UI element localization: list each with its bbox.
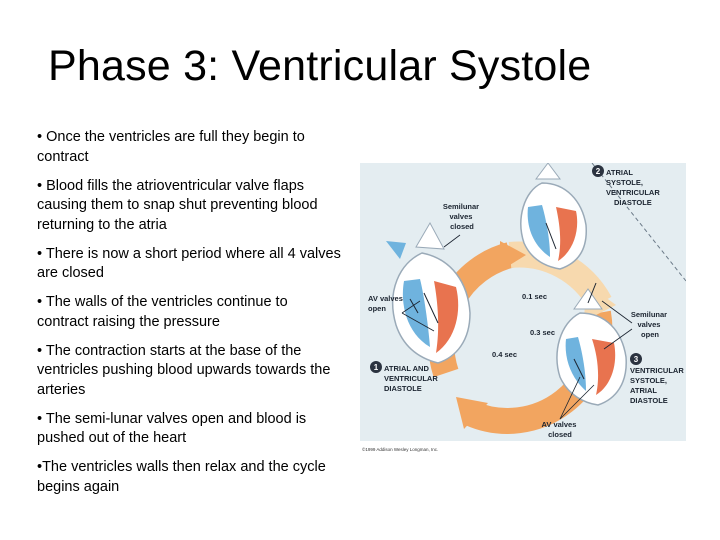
phase1-label: ATRIAL AND VENTRICULAR DIASTOLE	[384, 364, 438, 393]
phase1-number: 1	[373, 363, 379, 372]
bullet-item: • The walls of the ventricles continue to contract raising the pressure	[37, 294, 288, 330]
phase2-label: ATRIAL SYSTOLE, VENTRICULAR DIASTOLE	[606, 168, 660, 207]
semilunar-closed-label: Semilunar valves closed	[442, 202, 480, 231]
time-label-04: 0.4 sec	[492, 350, 518, 359]
bullet-item: • There is now a short period where all 4 valves are closed	[37, 245, 341, 281]
copyright-text: ©1999 Addison Wesley Longman, Inc.	[362, 447, 439, 452]
bullet-item: • Once the ventricles are full they begin to contract	[37, 129, 305, 165]
bullet-item: • The semi-lunar valves open and blood is pushed out of the heart	[37, 410, 307, 446]
phase1-badge	[370, 361, 382, 373]
phase3-label: VENTRICULAR SYSTOLE, ATRIAL DIASTOLE	[630, 366, 684, 405]
cardiac-cycle-figure	[360, 163, 686, 455]
bullet-item: • Blood fills the atrioventricular valve flaps causing them to snap shut preventing blood returning to the atria	[37, 177, 318, 233]
slide-title: Phase 3: Ventricular Systole	[48, 42, 592, 90]
phase2-badge	[592, 165, 604, 177]
bullet-item: •The ventricles walls then relax and the cycle begins again	[37, 459, 326, 495]
bullet-list	[37, 128, 342, 507]
time-label-01: 0.1 sec	[522, 292, 548, 301]
av-closed-label: AV valves closed	[541, 420, 577, 439]
phase3-number: 3	[633, 355, 639, 364]
time-label-03: 0.3 sec	[530, 328, 556, 337]
phase3-badge	[630, 353, 642, 365]
av-open-label: AV valves open	[368, 294, 403, 313]
bullet-item: • The contraction starts at the base of the ventricles pushing blood upwards towards the arteries	[37, 342, 331, 398]
phase2-number: 2	[595, 167, 601, 176]
cardiac-cycle-diagram	[360, 163, 686, 455]
semilunar-open-label: Semilunar valves open	[630, 310, 668, 339]
